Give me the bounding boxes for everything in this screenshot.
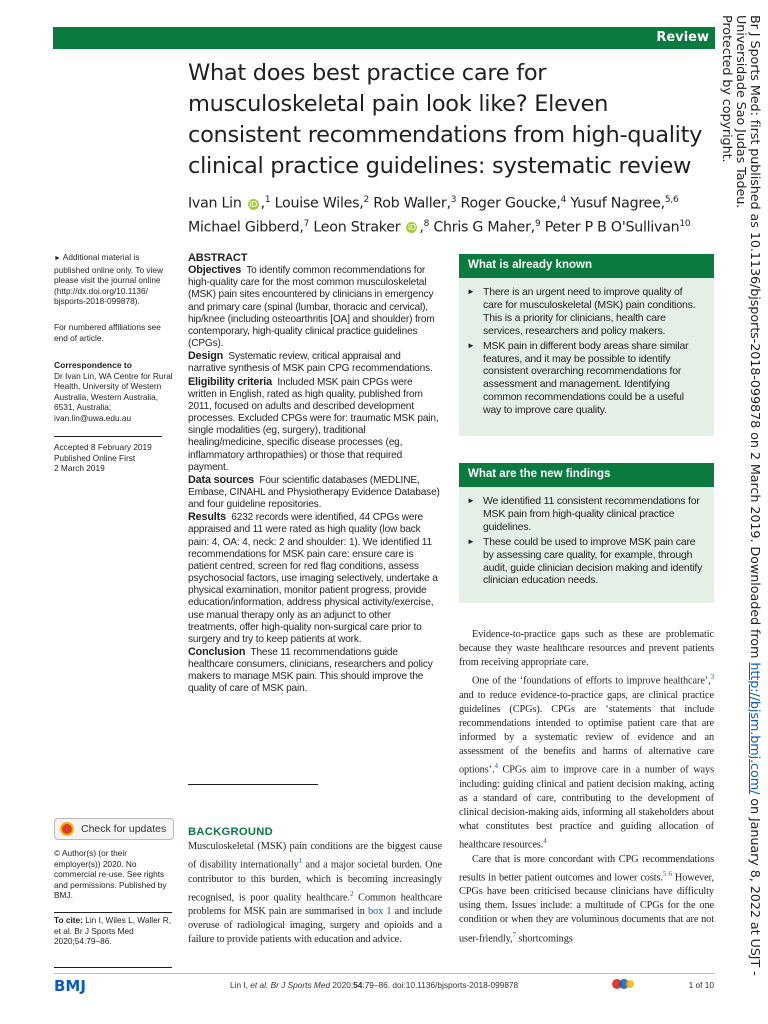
- text-run: Protected by copyright.: [719, 15, 734, 163]
- author-affiliation: 9: [534, 218, 541, 229]
- sources-text: Four scientific databases (MEDLINE, Embase, CINAHL and Physiotherapy Evidence Database) and four guideline repositories.: [188, 474, 440, 511]
- text-run: Care that is more concordant with CPG recommendations results in better patient outcomes and lower costs.: [459, 853, 714, 884]
- text-run: on January 8, 2022 at USJT - Universidade Sao Judas Tadeu.: [733, 15, 762, 976]
- check-for-updates-button[interactable]: [54, 818, 174, 840]
- author-name: Peter P B O'Sullivan: [544, 219, 680, 236]
- author-affiliation: 5,6: [664, 195, 679, 205]
- published-label: Published Online First: [54, 452, 136, 463]
- abstract-divider: [188, 784, 318, 785]
- author-affiliation: 8: [423, 218, 430, 229]
- download-notice-text: [719, 15, 761, 1015]
- dates: [54, 442, 174, 474]
- abstract-heading: ABSTRACT: [188, 252, 248, 264]
- article-title: What does best practice care for musculoskeletal pain look like? Eleven consistent recommendations from high-quality clinical practice guidelines: systematic review: [188, 60, 703, 179]
- author-name: Michael Gibberd: [188, 219, 300, 236]
- author-affiliation: 10: [679, 218, 691, 229]
- reference-link[interactable]: 4: [543, 837, 547, 846]
- section-label: Review: [656, 30, 709, 45]
- conclusion-label: Conclusion: [188, 646, 246, 658]
- background-body: [188, 840, 442, 948]
- known-box-heading: What is already known: [459, 254, 714, 278]
- reference-link[interactable]: 3: [710, 673, 714, 682]
- author-name: Roger Goucke: [460, 195, 557, 212]
- abstract: [188, 252, 440, 696]
- text-run: One of the ‘foundations of efforts to improve healthcare’,: [472, 675, 711, 687]
- footer-divider: [54, 973, 715, 974]
- bmj-logo[interactable]: BMJ: [54, 977, 86, 995]
- author-name: Chris G Maher: [433, 219, 531, 236]
- results-text: 6232 records were identified, 44 CPGs were appraised and 11 were rated as high quality (low back pain: 4, OA: 4, neck: 2 and shoulder: 1). We identified 11 recommendations for MSK pain care: ensure care is patient centred, screen for red flag conditions, assess psychosocial factors, use imaging selectively, undertake a physical examination, monitor patient progress, provide education/information, address physical activity/exercise, use manual therapy only as an adjunct to other treatments, offer high-quality non-surgical care prior to surgery and try to keep patients at work.: [188, 512, 438, 645]
- results-label: Results: [188, 511, 226, 524]
- eligibility-text: Included MSK pain CPGs were written in English, rated as high quality, published from 2011, focused on adults and described development processes. Excluded CPGs were for: traumatic MSK pain, single modalities (eg, surgery), traditional healing/medicine, specific disease processes (eg, inflammatory arthropathies) or those that required payment.: [188, 376, 439, 473]
- text-run: However, CPGs have been criticised because clinicians have difficulty using them. Issues include: a multitude of CPGs for the one condition or when they are voluminous documents that are not user-friendly,: [459, 872, 715, 944]
- text-run: and include overuse of radiological imaging, surgery and opioids and a failure to provide patients with education and advice.: [188, 906, 443, 946]
- text-run: 2020;: [330, 980, 354, 990]
- text-run: Lin I,: [230, 980, 251, 990]
- author-affiliation: 7: [303, 218, 310, 229]
- download-notice: [719, 15, 768, 1015]
- box-1-link[interactable]: box 1: [367, 906, 392, 918]
- correspondence: [54, 360, 174, 424]
- text-run: 54: [353, 980, 363, 990]
- known-box-list: [459, 278, 714, 425]
- accepted-date: Accepted 8 February 2019: [54, 442, 152, 452]
- published-date: 2 March 2019: [54, 463, 105, 474]
- arrow-right-icon: ►: [54, 255, 61, 262]
- author-name: Louise Wiles: [274, 195, 360, 212]
- body-paragraph: Evidence-to-practice gaps such as these are problematic because they waste healthcare resources and prevent patients from receiving appropriate care.: [459, 629, 714, 669]
- author-affiliation: 3: [450, 195, 457, 205]
- journal-url-link[interactable]: http://bjsm.bmj.com/: [747, 662, 762, 795]
- correspondence-heading: Correspondence to: [54, 360, 132, 370]
- author-name: Rob Waller: [373, 195, 447, 212]
- objectives-text: To identify common recommendations for high-quality care for the most common musculoskeletal (MSK) pain sites encountered by clinicians in emergency and primary care (spinal (lumbar, thoracic and cervical), hip/knee (including osteoarthritis [OA] and shoulder) from contemporary, high-quality clinical practice guidelines (CPGs).: [188, 265, 435, 350]
- findings-box: [459, 463, 714, 603]
- author-affiliation: 2: [363, 195, 370, 205]
- findings-box-list: [459, 487, 714, 595]
- author-affiliation: 4: [560, 195, 567, 205]
- text-run: Musculoskeletal (MSK) pain conditions are the biggest cause of disability internationally: [188, 841, 442, 871]
- text-run: shortcomings: [515, 932, 573, 944]
- footer-citation: [230, 980, 518, 990]
- text-run: and to reduce evidence-to-practice gaps, are clinical practice guidelines (CPGs). CPGs are ‘statements that include recommendations intended to optimise patient care that are informed by a systematic review of evidence and an assessment of the benefits and harms of alternative care options’.: [459, 689, 714, 776]
- section-header-bar: [53, 27, 715, 49]
- basem-logo-icon: [611, 977, 635, 991]
- reference-link[interactable]: 2: [350, 889, 354, 898]
- affiliations-note: For numbered affiliations see end of article.: [54, 322, 161, 343]
- text-run: :79–86. doi:10.1136/bjsports-2018-099878: [362, 980, 519, 990]
- findings-box-heading: What are the new findings: [459, 463, 714, 487]
- cite-body: Lin I, Wiles L, Waller R, et al. Br J Sports Med 2020;54:79–86.: [54, 915, 172, 946]
- list-item: ► There is an urgent need to improve quality of care for musculoskeletal (MSK) pain conditions. This is a priority for clinicians, health care services, researchers and policy makers.: [467, 286, 704, 338]
- check-for-updates-label: Check for updates: [81, 823, 167, 835]
- text-run: et al. Br J Sports Med: [250, 980, 331, 990]
- design-text: Systematic review, critical appraisal and narrative synthesis of MSK pain CPG recommendations.: [188, 351, 433, 375]
- eligibility-label: Eligibility criteria: [188, 375, 273, 388]
- author-name: Ivan Lin: [188, 195, 242, 212]
- list-item: ► These could be used to improve MSK pain care by assessing care quality, for example, through audit, guide clinician decision making and identify clinician education needs.: [467, 536, 704, 588]
- cite-box: [54, 912, 172, 968]
- body-paragraph: [459, 670, 714, 852]
- body-paragraph: [459, 853, 714, 946]
- author-name: Leon Straker: [313, 219, 401, 236]
- right-column-body: [459, 628, 714, 946]
- reference-link[interactable]: 1: [298, 857, 303, 866]
- check-updates-icon: [60, 822, 74, 836]
- author-list: Ivan Lin iD ,$^1$ Louise Wiles,$^2$ Rob Waller,$^3$ Roger Goucke,$^4$ Yusuf Nagree,$^{5,6}$ Michael Gibberd,$^7$ Leon Straker iD ,$^8$ Chris G Maher,$^9$ Peter P B O'Sullivan$^{10}$: [188, 195, 691, 236]
- background-paragraph: [188, 840, 442, 948]
- reference-link[interactable]: 4: [494, 762, 498, 771]
- objectives-label: Objectives: [188, 264, 242, 277]
- cite-heading: To cite:: [54, 915, 83, 925]
- orcid-icon[interactable]: iD: [407, 223, 416, 233]
- sources-label: Data sources: [188, 473, 255, 486]
- text-run: and a major societal burden. One contributor to this burden, which is becoming increasingly recognised, is poor quality healthcare.: [188, 859, 443, 904]
- additional-material-note: [54, 252, 174, 307]
- reference-link[interactable]: 7: [512, 930, 516, 939]
- copyright-note: © Author(s) (or their employer(s)) 2020. No commercial re-use. See rights and permissions. Published by BMJ.: [54, 848, 167, 901]
- author-affiliation: 1: [264, 195, 271, 205]
- background-heading: BACKGROUND: [188, 826, 274, 838]
- text-run: Common healthcare problems for MSK pain are summarised in: [188, 892, 442, 918]
- text-run: CPGs aim to improve care in a number of ways including: guiding clinical and patient decision making, acting as a standard of care, contributing to the development of clinical decision-making aids, informing all stakeholders about what constitutes best practice and guiding allocation of healthcare resources.: [459, 764, 714, 851]
- page-number: 1 of 10: [688, 980, 714, 990]
- text-run: Br J Sports Med: first published as 10.1136/bjsports-2018-099878 on 2 March 2019. Downloaded from: [747, 15, 762, 663]
- orcid-icon[interactable]: iD: [249, 199, 258, 209]
- additional-material-text: Additional material is published online only. To view please visit the journal online (http://dx.doi.org/10.1136/ bjsports-2018-099878).: [54, 252, 164, 307]
- design-label: Design: [188, 350, 224, 363]
- sidebar-divider: [54, 436, 162, 437]
- conclusion-text: These 11 recommendations guide healthcare consumers, clinicians, researchers and policy makers to manage MSK pain. This should improve the quality of care of MSK pain.: [188, 647, 433, 695]
- correspondence-body: Dr Ivan Lin, WA Centre for Rural Health, University of Western Australia, Western Australia, 6531, Australia; ivan.lin@uwa.edu.au: [54, 370, 173, 423]
- reference-link[interactable]: 5 6: [662, 869, 672, 878]
- list-item: ► MSK pain in different body areas share similar features, and it may be possible to identify consistent overarching recommendations for assessment and management. Identifying common recommendations could be a useful way to improve care quality.: [467, 340, 704, 417]
- list-item: ► We identified 11 consistent recommendations for MSK pain from high-quality clinical practice guidelines.: [467, 495, 704, 534]
- author-name: Yusuf Nagree: [570, 195, 661, 212]
- known-box: [459, 254, 714, 436]
